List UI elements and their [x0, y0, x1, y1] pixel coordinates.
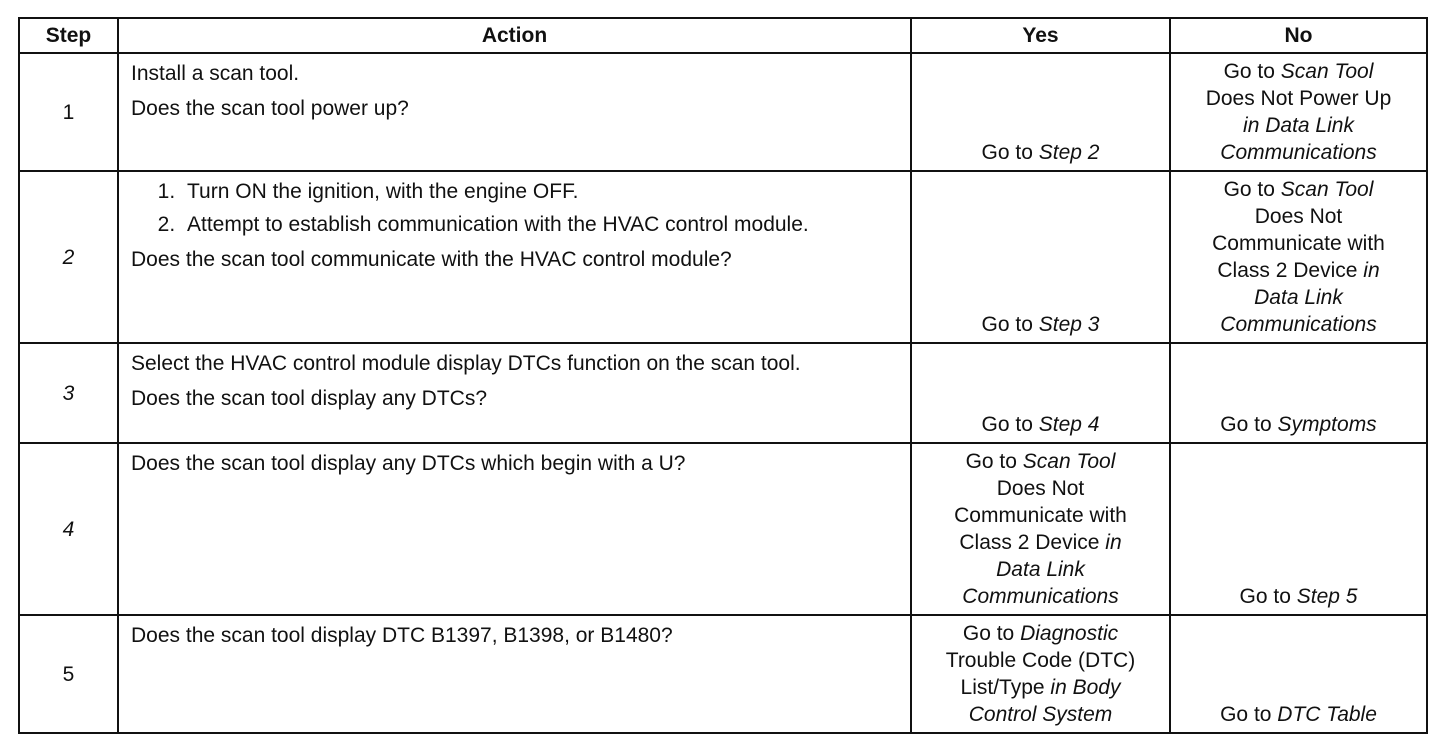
- yes-result-line: [922, 583, 1159, 610]
- no-result-line: [1181, 176, 1416, 203]
- no-result-text: Go to: [1220, 413, 1278, 436]
- yes-result-line: [922, 556, 1159, 583]
- yes-result-text: in: [1099, 531, 1122, 554]
- no-result-line: [1181, 257, 1416, 284]
- yes-result-line: [922, 311, 1159, 338]
- yes-result-text: Step 3: [1038, 313, 1100, 336]
- no-result-text: Class 2 Device: [1217, 259, 1358, 282]
- yes-result-line: [922, 529, 1159, 556]
- yes-result-line: [922, 620, 1159, 647]
- action-cell: [118, 443, 911, 615]
- action-instruction: Does the scan tool display DTC B1397, B1398, or B1480?: [131, 624, 673, 647]
- no-result-text: Communications: [1220, 141, 1377, 164]
- yes-result: [911, 53, 1170, 171]
- no-result-text: Communications: [1220, 313, 1377, 336]
- yes-result: [911, 171, 1170, 343]
- no-result-line: [1181, 139, 1416, 166]
- no-result-text: Symptoms: [1277, 413, 1377, 436]
- step-number: 5: [19, 615, 118, 733]
- yes-result-text: Communicate with: [954, 504, 1127, 527]
- header-step: Step: [19, 18, 118, 53]
- yes-result-text: Trouble Code (DTC): [945, 649, 1136, 672]
- action-instruction: Install a scan tool.: [131, 62, 300, 85]
- no-result: [1170, 171, 1427, 343]
- yes-result-text: Scan Tool: [1022, 450, 1116, 473]
- step-number: 2: [19, 171, 118, 343]
- table-body: [19, 53, 1427, 733]
- step-number: 1: [19, 53, 118, 171]
- header-no: No: [1170, 18, 1427, 53]
- no-result-text: Scan Tool: [1280, 60, 1374, 83]
- action-instruction: Does the scan tool display any DTCs which begin with a U?: [131, 452, 686, 475]
- table-row: [19, 53, 1427, 171]
- no-result-text: Go to: [1220, 703, 1278, 726]
- yes-result-line: [922, 674, 1159, 701]
- diagnostic-table: [18, 17, 1428, 734]
- yes-result-text: Go to: [965, 450, 1023, 473]
- action-question: Does the scan tool display any DTCs?: [131, 387, 488, 410]
- action-step-item: 1. Turn ON the ignition, with the engine OFF.: [181, 178, 898, 205]
- yes-result-text: Go to: [981, 313, 1039, 336]
- action-cell: [118, 615, 911, 733]
- header-yes: Yes: [911, 18, 1170, 53]
- yes-result-text: Does Not: [996, 477, 1085, 500]
- table-row: [19, 615, 1427, 733]
- no-result-text: Scan Tool: [1280, 178, 1374, 201]
- no-result-text: Does Not Power Up: [1205, 87, 1392, 110]
- no-result-line: [1181, 112, 1416, 139]
- yes-result-line: [922, 448, 1159, 475]
- yes-result-line: [922, 475, 1159, 502]
- yes-result-line: [922, 701, 1159, 728]
- no-result-text: Data Link: [1254, 286, 1343, 309]
- action-question: Does the scan tool power up?: [131, 97, 409, 120]
- no-result-line: [1181, 230, 1416, 257]
- yes-result: [911, 615, 1170, 733]
- no-result-text: Go to: [1223, 178, 1281, 201]
- action-steps-list: [131, 178, 898, 238]
- no-result-text: Does Not: [1254, 205, 1343, 228]
- yes-result-text: Go to: [962, 622, 1021, 645]
- yes-result-text: Communications: [962, 585, 1119, 608]
- table-row: [19, 443, 1427, 615]
- action-cell: [118, 343, 911, 443]
- no-result-text: in Data Link: [1243, 114, 1354, 137]
- yes-result-text: Control System: [968, 703, 1113, 726]
- no-result: [1170, 343, 1427, 443]
- no-result-line: [1181, 284, 1416, 311]
- yes-result-text: Diagnostic: [1020, 622, 1119, 645]
- no-result: [1170, 443, 1427, 615]
- yes-result-text: in Body: [1044, 676, 1121, 699]
- action-cell: [118, 171, 911, 343]
- action-instruction: Select the HVAC control module display DTCs function on the scan tool.: [131, 352, 801, 375]
- action-cell: [118, 53, 911, 171]
- no-result-line: [1181, 203, 1416, 230]
- yes-result-text: Go to: [981, 413, 1039, 436]
- no-result-line: [1181, 583, 1416, 610]
- no-result-text: in: [1357, 259, 1380, 282]
- yes-result-text: Go to: [981, 141, 1039, 164]
- table-row: [19, 171, 1427, 343]
- yes-result-line: [922, 139, 1159, 166]
- no-result-text: Go to: [1223, 60, 1281, 83]
- yes-result-line: [922, 411, 1159, 438]
- no-result-text: Go to: [1239, 585, 1297, 608]
- no-result-line: [1181, 58, 1416, 85]
- header-action: Action: [118, 18, 911, 53]
- no-result-text: Communicate with: [1212, 232, 1385, 255]
- step-number: 3: [19, 343, 118, 443]
- no-result-line: [1181, 311, 1416, 338]
- yes-result-text: Step 2: [1038, 141, 1100, 164]
- yes-result-text: Class 2 Device: [959, 531, 1100, 554]
- no-result-line: [1181, 411, 1416, 438]
- table-row: [19, 343, 1427, 443]
- no-result-text: DTC Table: [1277, 703, 1377, 726]
- yes-result-text: Data Link: [996, 558, 1085, 581]
- no-result-line: [1181, 85, 1416, 112]
- step-number: 4: [19, 443, 118, 615]
- action-step-item: 2. Attempt to establish communication with the HVAC control module.: [181, 211, 898, 238]
- action-question: Does the scan tool communicate with the HVAC control module?: [131, 248, 732, 271]
- header-row: [19, 18, 1427, 53]
- yes-result: [911, 443, 1170, 615]
- no-result: [1170, 615, 1427, 733]
- no-result: [1170, 53, 1427, 171]
- yes-result: [911, 343, 1170, 443]
- yes-result-text: List/Type: [960, 676, 1045, 699]
- yes-result-line: [922, 647, 1159, 674]
- no-result-line: [1181, 701, 1416, 728]
- yes-result-line: [922, 502, 1159, 529]
- yes-result-text: Step 4: [1038, 413, 1100, 436]
- no-result-text: Step 5: [1296, 585, 1358, 608]
